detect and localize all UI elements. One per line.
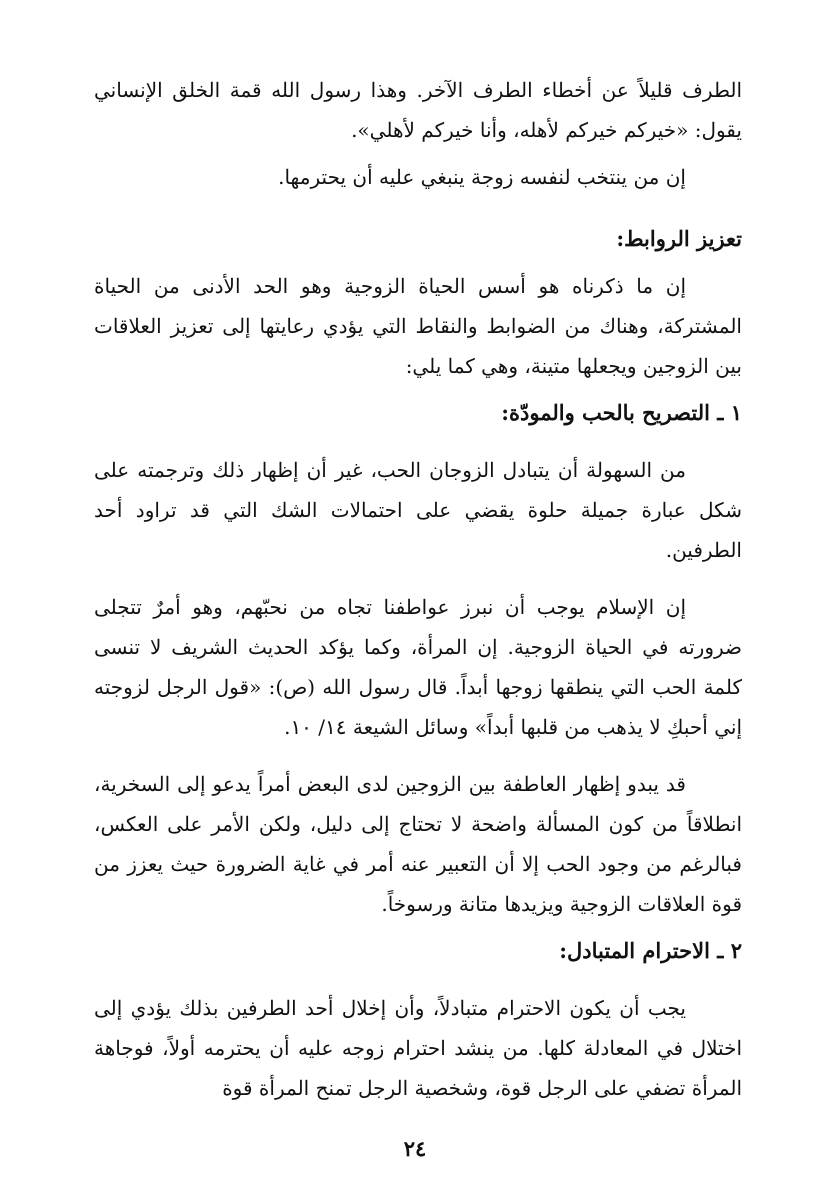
- page-content: [94, 70, 742, 1108]
- paragraph-mutual-respect: يجب أن يكون الاحترام متبادلاً، وأن إخلال أحد الطرفين بذلك يؤدي إلى اختلال في المعادلة كلها. من ينشد احترام زوجه عليه أن يحترمه أولاً، فوجاهة المرأة تضفي على الرجل قوة، وشخصية الرجل تمنح المرأة قوة: [94, 996, 742, 1100]
- paragraph-islam-emotions: إن الإسلام يوجب أن نبرز عواطفنا تجاه من نحبّهم، وهو أمرٌ تتجلى ضرورته في الحياة الزوجية. إن المرأة، وكما يؤكد الحديث الشريف لا تنسى كلمة الحب التي ينطقها زوجها أبداً. قال رسول الله (ص): «قول الرجل لزوجته إني أحبكِ لا يذهب من قلبها أبداً» وسائل الشيعة ١٤/ ١٠.: [94, 595, 742, 739]
- paragraph-intro-bonds: إن ما ذكرناه هو أسس الحياة الزوجية وهو الحد الأدنى من الحياة المشتركة، وهناك من الضوابط والنقاط التي يؤدي رعايتها إلى تعزيز العلاقات بين الزوجين ويجعلها متينة، وهي كما يلي:: [94, 274, 742, 378]
- section-heading-strengthening-bonds: تعزيز الروابط:: [616, 226, 742, 251]
- paragraph-respect-wife: إن من ينتخب لنفسه زوجة ينبغي عليه أن يحترمها.: [278, 165, 686, 189]
- subheading-declaring-love: ١ ـ التصريح بالحب والمودّة:: [501, 400, 742, 425]
- page-number: ٢٤: [403, 1136, 427, 1161]
- paragraph-expressing-love: من السهولة أن يتبادل الزوجان الحب، غير أن إظهار ذلك وترجمته على شكل عبارة جميلة حلوة يقضي على احتمالات الشك التي قد تراود أحد الطرفين.: [94, 458, 742, 562]
- paragraph-continuation: الطرف قليلاً عن أخطاء الطرف الآخر. وهذا رسول الله قمة الخلق الإنساني يقول: «خيركم خيركم لأهله، وأنا خيركم لأهلي».: [94, 78, 742, 142]
- subheading-mutual-respect: ٢ ـ الاحترام المتبادل:: [559, 938, 742, 963]
- paragraph-showing-affection: قد يبدو إظهار العاطفة بين الزوجين لدى البعض أمراً يدعو إلى السخرية، انطلاقاً من كون المسألة واضحة لا تحتاج إلى دليل، ولكن الأمر على العكس، فبالرغم من وجود الحب إلا أن التعبير عنه أمر في غاية الضرورة حيث يعزز من قوة العلاقات الزوجية ويزيدها متانة ورسوخاً.: [94, 772, 742, 916]
